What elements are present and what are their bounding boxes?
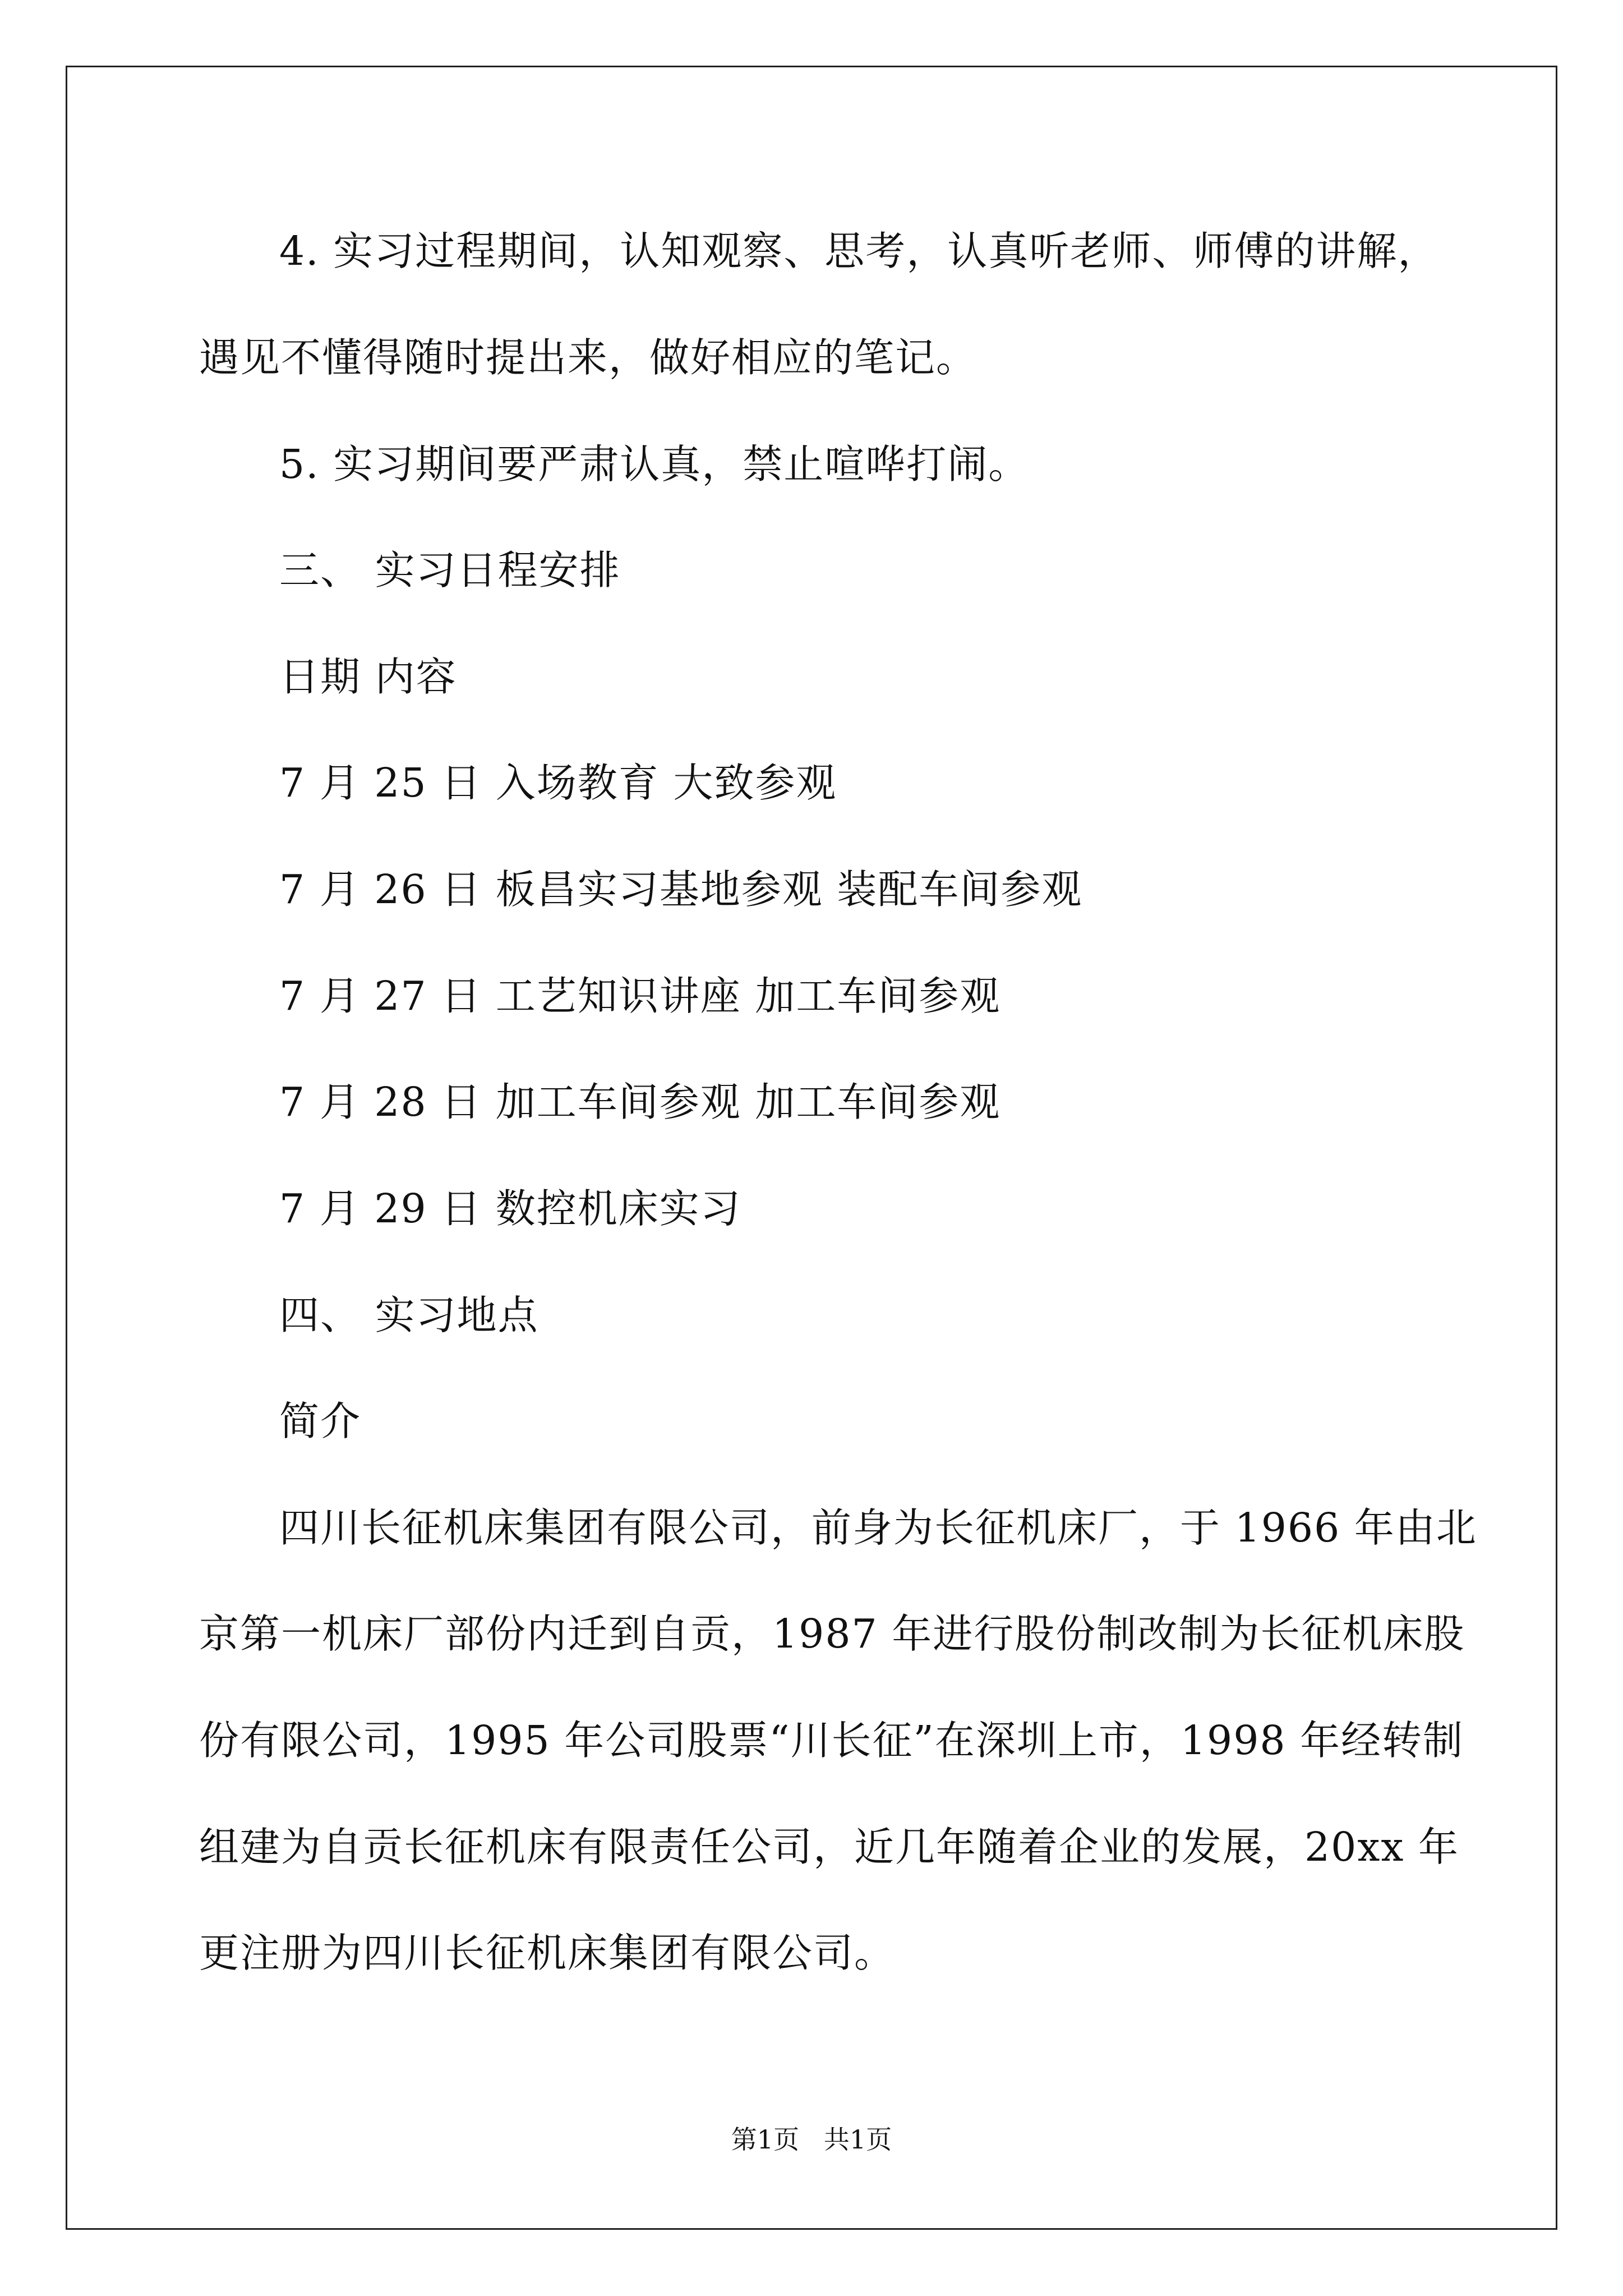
schedule-row-2: 7 月 26 日 板昌实习基地参观 装配车间参观: [279, 866, 1083, 913]
intro-line-3: 份有限公司，1995 年公司股票“川长征”在深圳上市，1998 年经转制: [199, 1717, 1464, 1764]
page-footer: 第1页 共1页: [731, 2124, 892, 2155]
section-heading-schedule: 三、 实习日程安排: [279, 547, 621, 593]
intro-line-1: 四川长征机床集团有限公司，前身为长征机床厂，于 1966 年由北: [279, 1504, 1477, 1551]
body-line-3: 5. 实习期间要严肃认真，禁止喧哗打闹。: [279, 441, 1030, 487]
schedule-row-1: 7 月 25 日 入场教育 大致参观: [279, 760, 837, 806]
schedule-row-5: 7 月 29 日 数控机床实习: [279, 1185, 741, 1232]
subheading-intro: 简介: [279, 1398, 362, 1444]
intro-line-5: 更注册为四川长征机床集团有限公司。: [199, 1930, 896, 1976]
page-border: [66, 66, 1557, 2230]
body-line-1: 4. 实习过程期间，认知观察、思考，认真听老师、师傅的讲解，: [279, 228, 1439, 274]
section-heading-location: 四、 实习地点: [279, 1292, 539, 1338]
schedule-row-4: 7 月 28 日 加工车间参观 加工车间参观: [279, 1079, 1001, 1125]
body-line-2: 遇见不懂得随时提出来，做好相应的笔记。: [199, 334, 978, 381]
schedule-row-3: 7 月 27 日 工艺知识讲座 加工车间参观: [279, 973, 1001, 1019]
intro-line-2: 京第一机床厂部份内迁到自贡，1987 年进行股份制改制为长征机床股: [199, 1611, 1465, 1657]
schedule-header: 日期 内容: [279, 654, 457, 700]
intro-line-4: 组建为自贡长征机床有限责任公司，近几年随着企业的发展，20xx 年: [199, 1824, 1459, 1870]
